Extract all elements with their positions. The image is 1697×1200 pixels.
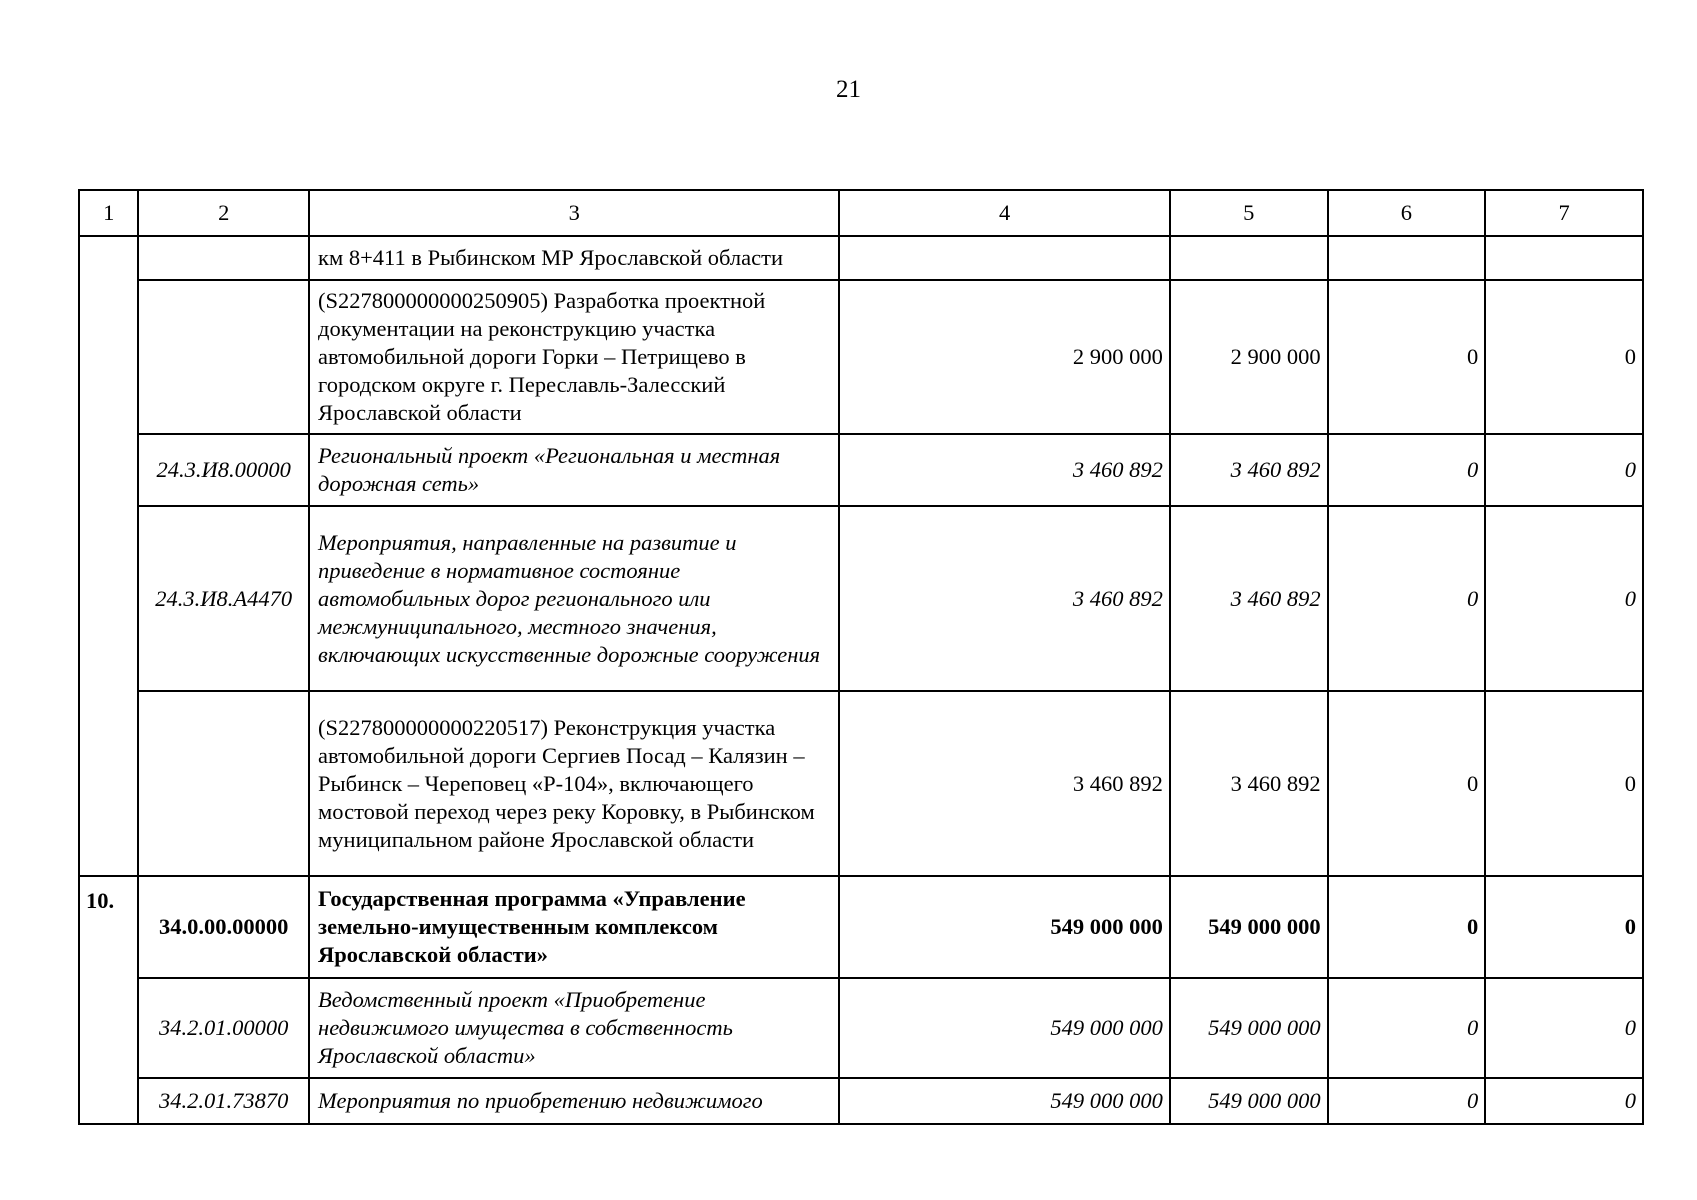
code-cell [138, 691, 309, 876]
amount-cell-7: 0 [1485, 978, 1643, 1078]
col-header-3: 3 [309, 190, 839, 236]
code-cell: 24.3.И8.А4470 [138, 506, 309, 691]
amount-cell-7: 0 [1485, 876, 1643, 978]
table-row [79, 978, 1643, 1078]
amount-cell-4: 2 900 000 [839, 280, 1170, 434]
code-cell [138, 236, 309, 280]
amount-cell-4: 549 000 000 [839, 978, 1170, 1078]
amount-cell-7: 0 [1485, 1078, 1643, 1124]
amount-cell-5: 3 460 892 [1170, 506, 1328, 691]
name-cell: км 8+411 в Рыбинском МР Ярославской области [309, 236, 839, 280]
table-row [79, 236, 1643, 280]
page-number: 21 [836, 76, 861, 103]
amount-cell-6: 0 [1328, 691, 1486, 876]
amount-cell-6: 0 [1328, 876, 1486, 978]
table-row [79, 1078, 1643, 1124]
amount-cell-7: 0 [1485, 434, 1643, 506]
name-cell: Региональный проект «Региональная и местная дорожная сеть» [309, 434, 839, 506]
col-header-7: 7 [1485, 190, 1643, 236]
table-row [79, 876, 1643, 978]
code-cell: 34.2.01.00000 [138, 978, 309, 1078]
amount-cell-5: 2 900 000 [1170, 280, 1328, 434]
amount-cell-6: 0 [1328, 280, 1486, 434]
amount-cell-6: 0 [1328, 978, 1486, 1078]
table-row [79, 506, 1643, 691]
name-cell: Мероприятия, направленные на развитие и приведение в нормативное состояние автомобильных дорог регионального или межмуниципального, местного значения, включающих искусственные дорожные сооружения [309, 506, 839, 691]
amount-cell-4: 549 000 000 [839, 1078, 1170, 1124]
name-cell: (S227800000000220517) Реконструкция участка автомобильной дороги Сергиев Посад – Калязин – Рыбинск – Череповец «Р-104», включающего мостовой переход через реку Коровку, в Рыбинском муниципальном районе Ярославской области [309, 691, 839, 876]
amount-cell-4: 3 460 892 [839, 506, 1170, 691]
name-cell: Мероприятия по приобретению недвижимого [309, 1078, 839, 1124]
amount-cell-4: 549 000 000 [839, 876, 1170, 978]
name-cell: (S227800000000250905) Разработка проектной документации на реконструкцию участка автомобильной дороги Горки – Петрищево в городском округе г. Переславль-Залесский Ярославской области [309, 280, 839, 434]
table-row [79, 434, 1643, 506]
header-row [79, 190, 1643, 236]
code-cell [138, 280, 309, 434]
amount-cell-5: 549 000 000 [1170, 1078, 1328, 1124]
amount-cell-6: 0 [1328, 434, 1486, 506]
row-number-cell [79, 236, 138, 876]
table-row [79, 691, 1643, 876]
row-number-cell: 10. [79, 876, 138, 1124]
amount-cell-4 [839, 236, 1170, 280]
col-header-2: 2 [138, 190, 309, 236]
amount-cell-7: 0 [1485, 691, 1643, 876]
amount-cell-5 [1170, 236, 1328, 280]
amount-cell-7: 0 [1485, 506, 1643, 691]
amount-cell-4: 3 460 892 [839, 434, 1170, 506]
col-header-4: 4 [839, 190, 1170, 236]
amount-cell-5: 549 000 000 [1170, 978, 1328, 1078]
amount-cell-4: 3 460 892 [839, 691, 1170, 876]
name-cell: Ведомственный проект «Приобретение недвижимого имущества в собственность Ярославской области» [309, 978, 839, 1078]
amount-cell-7: 0 [1485, 280, 1643, 434]
code-cell: 34.2.01.73870 [138, 1078, 309, 1124]
amount-cell-6: 0 [1328, 506, 1486, 691]
amount-cell-6 [1328, 236, 1486, 280]
amount-cell-5: 549 000 000 [1170, 876, 1328, 978]
name-cell: Государственная программа «Управление земельно-имущественным комплексом Ярославской области» [309, 876, 839, 978]
col-header-6: 6 [1328, 190, 1486, 236]
amount-cell-5: 3 460 892 [1170, 691, 1328, 876]
col-header-5: 5 [1170, 190, 1328, 236]
amount-cell-5: 3 460 892 [1170, 434, 1328, 506]
table-row [79, 280, 1643, 434]
col-header-1: 1 [79, 190, 138, 236]
amount-cell-7 [1485, 236, 1643, 280]
code-cell: 34.0.00.00000 [138, 876, 309, 978]
code-cell: 24.3.И8.00000 [138, 434, 309, 506]
budget-table [78, 189, 1644, 1125]
amount-cell-6: 0 [1328, 1078, 1486, 1124]
